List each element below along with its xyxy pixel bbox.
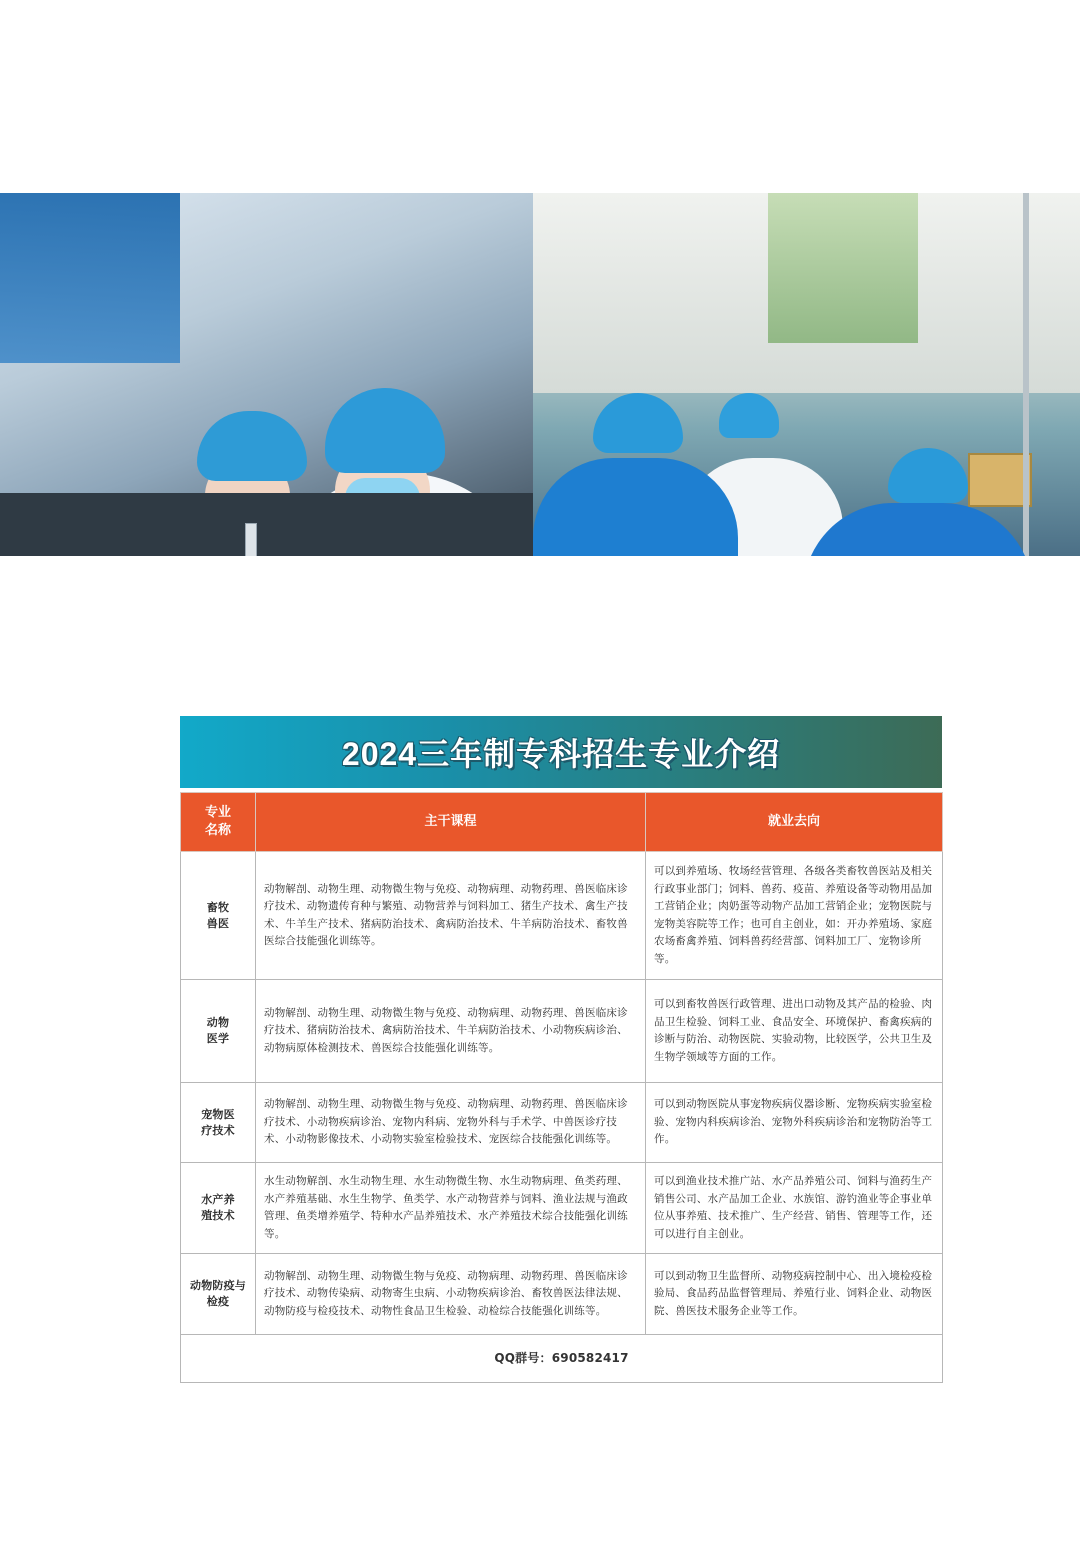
veterinary-surgery-photo bbox=[533, 193, 1080, 556]
careers-cell: 可以到动物医院从事宠物疾病仪器诊断、宠物疾病实验室检验、宠物内科疾病诊治、宠物外科疾病诊治和宠物防治等工作。 bbox=[646, 1083, 943, 1163]
courses-cell: 水生动物解剖、水生动物生理、水生动物微生物、水生动物病理、鱼类药理、水产养殖基础、水生生物学、鱼类学、水产动物营养与饲料、渔业法规与渔政管理、鱼类增养殖学、特种水产品养殖技术、水产养殖技术综合技能强化训练等。 bbox=[256, 1163, 646, 1254]
pipette bbox=[245, 523, 257, 556]
major-name-line: 水产养 bbox=[201, 1193, 235, 1206]
courses-cell: 动物解剖、动物生理、动物微生物与免疫、动物病理、动物药理、兽医临床诊疗技术、小动物疾病诊治、宠物内科病、宠物外科与手术学、中兽医诊疗技术、小动物影像技术、小动物实验室检验技术、宠医综合技能强化训练等。 bbox=[256, 1083, 646, 1163]
cap-center bbox=[719, 393, 779, 438]
cap-right bbox=[325, 388, 445, 473]
major-name-cell bbox=[181, 1083, 256, 1163]
careers-cell: 可以到渔业技术推广站、水产品养殖公司、饲料与渔药生产销售公司、水产品加工企业、水族馆、游钓渔业等企事业单位从事养殖、技术推广、生产经营、销售、管理等工作，还可以进行自主创业。 bbox=[646, 1163, 943, 1254]
major-name-line: 动物防疫与 bbox=[190, 1279, 246, 1292]
major-name-line: 殖技术 bbox=[201, 1209, 235, 1222]
careers-cell: 可以到养殖场、牧场经营管理、各级各类畜牧兽医站及相关行政事业部门；饲料、兽药、疫苗、养殖设备等动物用品加工营销企业；肉奶蛋等动物产品加工营销企业；宠物医院与宠物美容院等工作；也可自主创业，如：开办养殖场、家庭农场畜禽养殖、饲料兽药经营部、饲料加工厂、宠物诊所等。 bbox=[646, 852, 943, 980]
major-name-cell bbox=[181, 1254, 256, 1335]
header-major-line-1: 专业 bbox=[204, 805, 231, 820]
major-name-line: 检疫 bbox=[206, 1295, 230, 1308]
major-name-cell bbox=[181, 980, 256, 1083]
courses-cell: 动物解剖、动物生理、动物微生物与免疫、动物病理、动物药理、兽医临床诊疗技术、猪病防治技术、禽病防治技术、牛羊病防治技术、小动物疾病诊治、动物病原体检测技术、兽医综合技能强化训练等。 bbox=[256, 980, 646, 1083]
cap-left bbox=[197, 411, 307, 481]
page-title: 2024三年制专科招生专业介绍 bbox=[341, 736, 781, 772]
major-name-cell bbox=[181, 852, 256, 980]
header-courses: 主干课程 bbox=[256, 793, 646, 852]
major-name-line: 医学 bbox=[206, 1032, 230, 1045]
lab-bench bbox=[0, 493, 533, 556]
lab-researchers-photo bbox=[0, 193, 533, 556]
cap-left-surgeon bbox=[593, 393, 683, 453]
major-name-line: 疗技术 bbox=[201, 1123, 235, 1137]
careers-cell: 可以到畜牧兽医行政管理、进出口动物及其产品的检验、肉品卫生检验、饲料工业、食品安全、环境保护、畜禽疾病的诊断与防治、动物医院、实验动物，比较医学，公共卫生及生物学领域等方面的工作。 bbox=[646, 980, 943, 1083]
courses-cell: 动物解剖、动物生理、动物微生物与免疫、动物病理、动物药理、兽医临床诊疗技术、动物传染病、动物寄生虫病、小动物疾病诊治、畜牧兽医法律法规、动物防疫与检疫技术、动物性食品卫生检验、动检综合技能强化训练等。 bbox=[256, 1254, 646, 1335]
header-major-name bbox=[181, 793, 256, 852]
table-row bbox=[181, 1083, 943, 1163]
table-row bbox=[181, 1254, 943, 1335]
major-name-line: 兽医 bbox=[206, 916, 230, 930]
blue-gown-left bbox=[533, 458, 738, 556]
majors-table bbox=[180, 792, 943, 1383]
table-header-row bbox=[181, 793, 943, 852]
major-name-line: 动物 bbox=[206, 1016, 230, 1029]
major-name-line: 畜牧 bbox=[206, 900, 230, 914]
careers-cell: 可以到动物卫生监督所、动物疫病控制中心、出入境检疫检验局、食品药品监督管理局、养殖行业、饲料企业、动物医院、兽医技术服务企业等工作。 bbox=[646, 1254, 943, 1335]
title-banner bbox=[180, 716, 942, 788]
courses-cell: 动物解剖、动物生理、动物微生物与免疫、动物病理、动物药理、兽医临床诊疗技术、动物遗传育种与繁殖、动物营养与饲料加工、猪生产技术、禽生产技术、牛羊生产技术、猪病防治技术、禽病防治技术、牛羊病防治技术、畜牧兽医综合技能强化训练等。 bbox=[256, 852, 646, 980]
table-row bbox=[181, 980, 943, 1083]
table-row bbox=[181, 852, 943, 980]
qq-group-number: QQ群号：690582417 bbox=[181, 1335, 943, 1383]
header-careers: 就业去向 bbox=[646, 793, 943, 852]
table-footer-row bbox=[181, 1335, 943, 1383]
iv-pole bbox=[1023, 193, 1029, 556]
major-name-line: 宠物医 bbox=[201, 1107, 235, 1121]
cap-right-surgeon bbox=[888, 448, 968, 503]
photo-banner bbox=[0, 193, 1080, 556]
header-major-line-2: 名称 bbox=[204, 823, 231, 838]
table-row bbox=[181, 1163, 943, 1254]
majors-section bbox=[180, 716, 942, 1384]
room-window bbox=[768, 193, 918, 343]
lab-window-shape bbox=[0, 193, 180, 363]
major-name-cell bbox=[181, 1163, 256, 1254]
